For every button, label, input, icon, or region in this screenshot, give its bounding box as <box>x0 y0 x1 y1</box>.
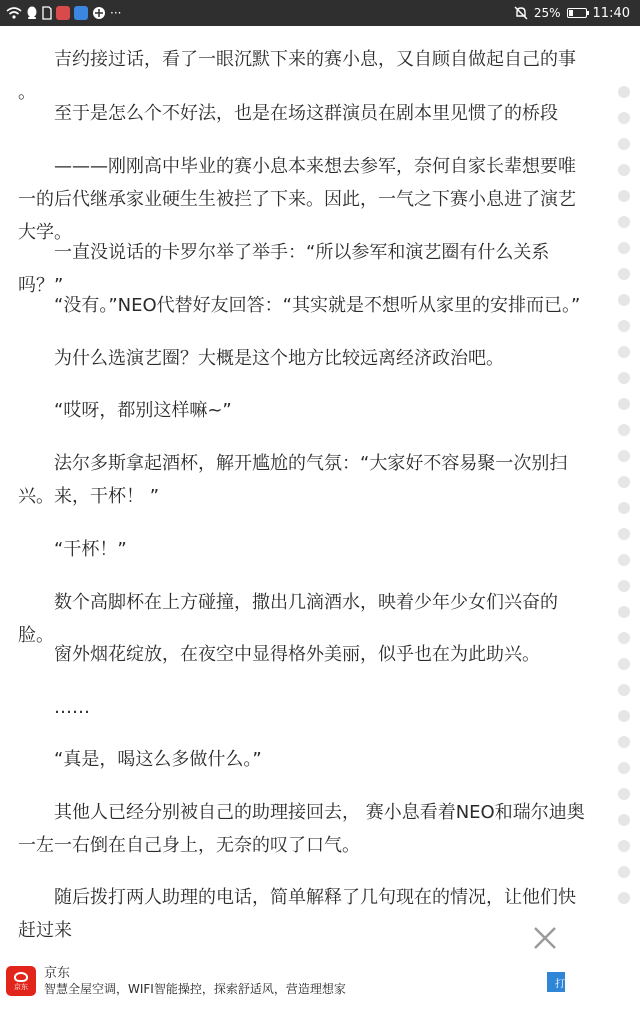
paragraph: 随后拨打两人助理的电话，简单解释了几句现在的情况，让他们快赶过来 <box>18 887 576 941</box>
status-right-icons <box>514 4 630 22</box>
scroll-dot[interactable] <box>618 502 630 514</box>
scroll-dot[interactable] <box>618 164 630 176</box>
paragraph: 吉约接过话，看了一眼沉默下来的赛小息，又自顾自做起自己的事 。 <box>18 49 576 103</box>
scroll-dot[interactable] <box>618 476 630 488</box>
search-app-icon <box>74 6 88 20</box>
jd-dog-icon <box>14 972 28 982</box>
status-bar <box>0 0 640 26</box>
clock: 11:40 <box>592 5 630 21</box>
scroll-dot[interactable] <box>618 138 630 150</box>
scroll-dot[interactable] <box>618 710 630 722</box>
message-icon <box>56 6 70 20</box>
paragraph: 其他人已经分别被自己的助理接回去， 赛小息看着NEO和瑞尔迪奥一左一右倒在自己身上，无奈的叹了口气。 <box>18 802 585 856</box>
mute-icon <box>514 6 528 20</box>
scroll-dot[interactable] <box>618 840 630 852</box>
reader-content[interactable] <box>0 26 604 941</box>
paragraph: “干杯！” <box>54 539 127 560</box>
paragraph: 一直没说话的卡罗尔举了举手：“所以参军和演艺圈有什么关系吗？” <box>18 242 550 296</box>
paragraph: 至于是怎么个不好法，也是在场这群演员在剧本里见惯了的桥段 <box>54 103 558 124</box>
scroll-dot[interactable] <box>618 866 630 878</box>
more-dots-icon: ··· <box>110 6 122 20</box>
ad-action-button[interactable]: 打 <box>547 972 565 992</box>
ad-description[interactable]: 智慧全屋空调，WIFI智能操控，探索舒适风，营造理想家 <box>44 982 346 996</box>
scroll-dot[interactable] <box>618 606 630 618</box>
scroll-dot[interactable] <box>618 892 630 904</box>
paragraph: “真是，喝这么多做什么。” <box>54 749 262 770</box>
scroll-dot[interactable] <box>618 684 630 696</box>
sim-icon <box>42 6 52 20</box>
scroll-dot[interactable] <box>618 554 630 566</box>
close-ad-icon[interactable] <box>532 925 558 951</box>
scroll-dot[interactable] <box>618 736 630 748</box>
scroll-dot[interactable] <box>618 190 630 202</box>
scroll-dot[interactable] <box>618 814 630 826</box>
scroll-dot[interactable] <box>618 242 630 254</box>
paragraph: 为什么选演艺圈？大概是这个地方比较远离经济政治吧。 <box>54 348 504 369</box>
scroll-dot[interactable] <box>618 346 630 358</box>
scroll-dot[interactable] <box>618 112 630 124</box>
scroll-dot[interactable] <box>618 450 630 462</box>
scroll-dot[interactable] <box>618 294 630 306</box>
scroll-dot[interactable] <box>618 528 630 540</box>
paragraph: “没有。”NEO代替好友回答：“其实就是不想听从家里的安排而已。” <box>54 295 581 316</box>
paragraph: “哎呀，都别这样嘛~” <box>54 400 232 421</box>
status-left-icons <box>6 4 121 22</box>
battery-icon <box>567 8 587 18</box>
scroll-dot[interactable] <box>618 268 630 280</box>
qq-icon <box>26 6 38 20</box>
browser-icon <box>92 6 106 20</box>
paragraph: …… <box>54 697 90 718</box>
scroll-dot[interactable] <box>618 320 630 332</box>
paragraph: ———刚刚高中毕业的赛小息本来想去参军，奈何自家长辈想要唯一的后代继承家业硬生生被拦了下来。因此，一气之下赛小息进了演艺大学。 <box>18 156 576 243</box>
paragraph: 数个高脚杯在上方碰撞，撒出几滴酒水，映着少年少女们兴奋的脸。 <box>18 592 558 646</box>
paragraph: 窗外烟花绽放，在夜空中显得格外美丽，似乎也在为此助兴。 <box>54 644 540 665</box>
battery-percent: 25% <box>533 6 561 20</box>
scroll-dot[interactable] <box>618 632 630 644</box>
scroll-dot[interactable] <box>618 424 630 436</box>
scroll-dot[interactable] <box>618 762 630 774</box>
scroll-dot[interactable] <box>618 658 630 670</box>
scroll-dot[interactable] <box>618 788 630 800</box>
jd-logo[interactable]: 京东 <box>6 966 36 996</box>
paragraph: 法尔多斯拿起酒杯，解开尴尬的气氛：“大家好不容易聚一次别扫兴。来，干杯！ ” <box>18 453 568 507</box>
scroll-dot[interactable] <box>618 216 630 228</box>
scroll-dot[interactable] <box>618 86 630 98</box>
scroll-dot[interactable] <box>618 372 630 384</box>
ad-title[interactable]: 京东 <box>44 966 71 981</box>
wifi-icon <box>6 6 22 20</box>
scroll-dot[interactable] <box>618 580 630 592</box>
scroll-dot[interactable] <box>618 398 630 410</box>
battery-level <box>569 10 573 16</box>
